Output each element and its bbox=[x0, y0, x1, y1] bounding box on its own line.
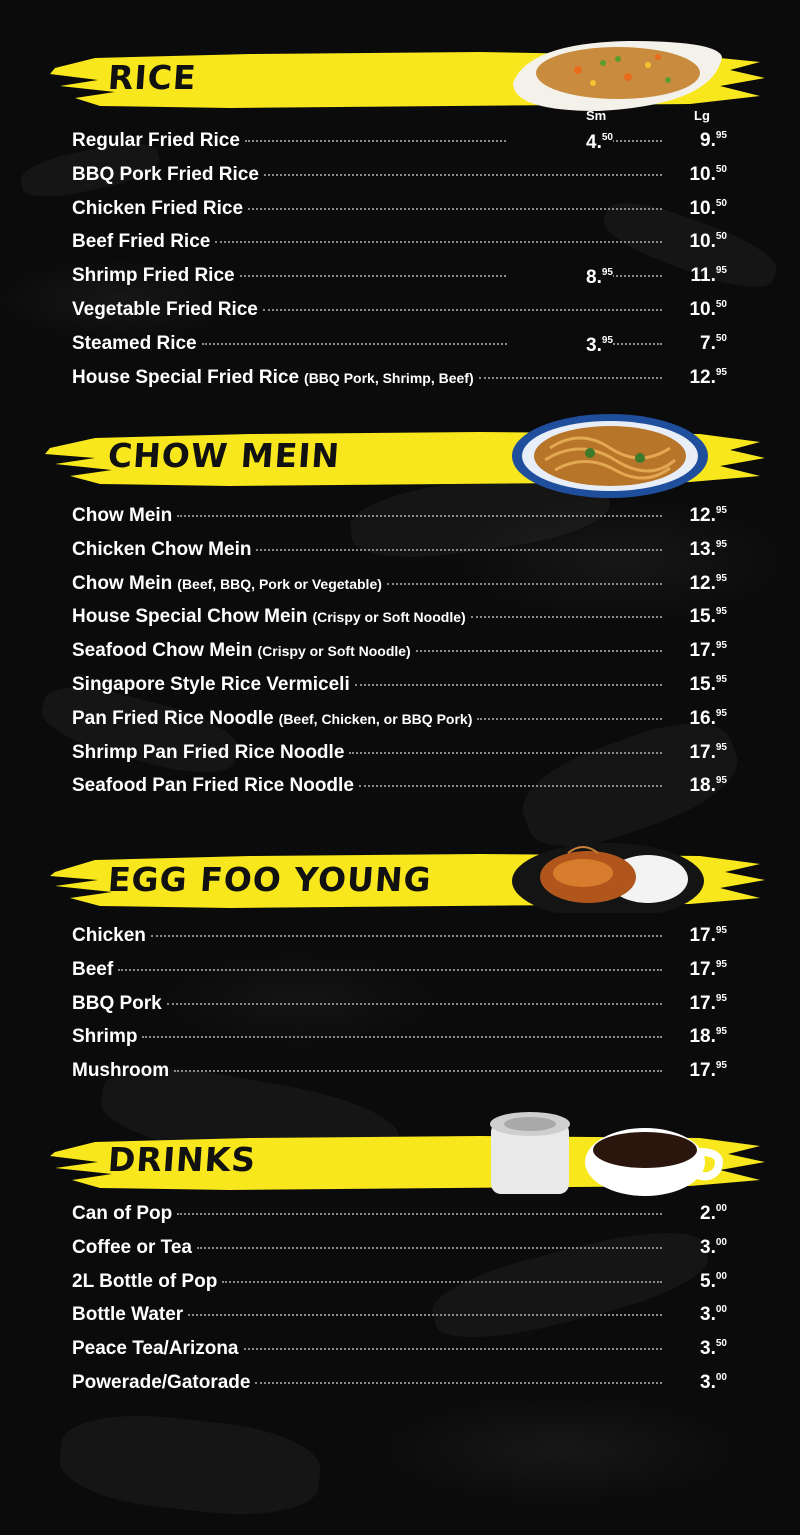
menu-item-name: Chow Mein bbox=[72, 572, 173, 594]
dot-leader bbox=[142, 1036, 662, 1038]
price-cents: 95 bbox=[715, 674, 727, 685]
menu-item-row bbox=[72, 742, 727, 772]
price-dollars: 10. bbox=[689, 197, 716, 219]
dot-leader bbox=[477, 718, 662, 720]
price-dollars: 4. bbox=[586, 132, 602, 153]
section-banner bbox=[0, 40, 800, 120]
menu-item-name: Bottle Water bbox=[72, 1304, 184, 1326]
menu-item-row bbox=[72, 1060, 727, 1090]
fried-rice-dish-image bbox=[508, 35, 728, 115]
price bbox=[667, 367, 727, 389]
price-cents: 95 bbox=[715, 958, 727, 970]
menu-item-row bbox=[72, 573, 727, 603]
menu-item-name: Seafood Chow Mein bbox=[72, 640, 253, 662]
price-cents: 50 bbox=[715, 197, 727, 209]
dot-leader bbox=[263, 309, 662, 311]
price bbox=[667, 164, 727, 186]
menu-item-note: (BBQ Pork, Shrimp, Beef) bbox=[304, 369, 474, 386]
price-cents: 00 bbox=[715, 1236, 727, 1248]
section-title: EGG FOO YOUNG bbox=[106, 860, 433, 899]
price-dollars: 9. bbox=[700, 130, 716, 151]
price-dollars: 10. bbox=[689, 163, 716, 185]
price bbox=[667, 1304, 727, 1326]
menu-item-name: Chicken Chow Mein bbox=[72, 538, 252, 560]
price bbox=[667, 333, 727, 355]
price-dollars: 8. bbox=[586, 267, 602, 289]
price-cents: 95 bbox=[715, 538, 727, 550]
price-dollars: 3. bbox=[700, 1372, 716, 1393]
menu-item-note: (Crispy or Soft Noodle) bbox=[312, 609, 466, 626]
menu-item-name: Can of Pop bbox=[72, 1203, 173, 1224]
price-dollars: 7. bbox=[700, 332, 716, 354]
price-dollars: 15. bbox=[689, 674, 716, 695]
price-cents: 00 bbox=[715, 1270, 727, 1282]
menu-item-row bbox=[72, 265, 727, 295]
dot-leader bbox=[215, 241, 662, 243]
price-cents: 95 bbox=[601, 267, 613, 279]
menu-item-row bbox=[72, 708, 727, 738]
menu-item-name: Pan Fried Rice Noodle bbox=[72, 707, 274, 729]
menu-item-row bbox=[72, 164, 727, 194]
dot-leader bbox=[471, 616, 662, 618]
menu-item-row bbox=[72, 1026, 727, 1056]
price-cents: 95 bbox=[715, 775, 727, 787]
price-dollars: 12. bbox=[689, 366, 716, 388]
dot-leader bbox=[359, 785, 662, 787]
price-cents: 95 bbox=[715, 606, 727, 618]
dot-leader bbox=[416, 650, 662, 652]
price-dollars: 13. bbox=[689, 538, 716, 560]
menu-item-name: Regular Fried Rice bbox=[72, 130, 240, 151]
price bbox=[667, 1203, 727, 1225]
dot-leader bbox=[222, 1281, 662, 1283]
price-dollars: 15. bbox=[689, 606, 716, 628]
price bbox=[667, 1271, 727, 1293]
price-dollars: 10. bbox=[689, 299, 716, 320]
price bbox=[667, 674, 727, 696]
column-header-small: Sm bbox=[586, 108, 607, 123]
price-cents: 50 bbox=[715, 332, 727, 344]
menu-item-name: Peace Tea/Arizona bbox=[72, 1338, 239, 1360]
dot-leader bbox=[244, 1348, 662, 1350]
price-small bbox=[508, 132, 613, 154]
dot-leader bbox=[174, 1070, 662, 1072]
dot-leader bbox=[264, 174, 662, 176]
menu-item-name: Shrimp bbox=[72, 1026, 138, 1048]
price bbox=[667, 640, 727, 662]
menu-item-row bbox=[72, 606, 727, 636]
menu-item-row bbox=[72, 640, 727, 670]
menu-item-row bbox=[72, 198, 727, 228]
menu-item-row bbox=[72, 1271, 727, 1301]
section-title: DRINKS bbox=[106, 1140, 258, 1179]
price-cents: 00 bbox=[715, 1372, 727, 1383]
price-dollars: 3. bbox=[700, 1338, 716, 1360]
menu-item-row bbox=[72, 1237, 727, 1267]
menu-item-note: (Beef, BBQ, Pork or Vegetable) bbox=[177, 575, 382, 592]
price bbox=[667, 1060, 727, 1082]
menu-item-name: Steamed Rice bbox=[72, 332, 197, 354]
price bbox=[667, 1372, 727, 1394]
price-cents: 95 bbox=[715, 707, 727, 719]
dot-leader bbox=[118, 969, 662, 971]
menu-item-row bbox=[72, 130, 727, 160]
section-banner bbox=[0, 1122, 800, 1202]
dot-leader bbox=[151, 935, 662, 937]
dot-leader bbox=[355, 684, 662, 686]
price bbox=[667, 231, 727, 253]
price-cents: 50 bbox=[715, 163, 727, 175]
dot-leader bbox=[167, 1003, 662, 1005]
dot-leader bbox=[248, 208, 662, 210]
price bbox=[667, 299, 727, 321]
menu-item-row bbox=[72, 505, 727, 535]
price-small bbox=[508, 267, 613, 289]
price-dollars: 17. bbox=[689, 925, 716, 946]
price-dollars: 17. bbox=[689, 958, 716, 980]
egg-foo-young-bowl-image bbox=[508, 833, 708, 913]
menu-item-name: Powerade/Gatorade bbox=[72, 1372, 251, 1393]
section-title: CHOW MEIN bbox=[106, 436, 342, 475]
menu-item-note: (Crispy or Soft Noodle) bbox=[257, 643, 411, 660]
menu-item-row bbox=[72, 925, 727, 955]
dot-leader bbox=[177, 515, 662, 517]
section-title: RICE bbox=[106, 58, 198, 97]
price-dollars: 17. bbox=[689, 1060, 716, 1082]
price bbox=[667, 130, 727, 152]
price-dollars: 16. bbox=[689, 707, 716, 729]
menu-item-name: Chow Mein bbox=[72, 505, 173, 526]
dot-leader bbox=[188, 1314, 662, 1316]
price-cents: 95 bbox=[715, 925, 727, 936]
dot-leader bbox=[255, 1382, 662, 1384]
menu-item-name: Chicken Fried Rice bbox=[72, 197, 244, 219]
price-dollars: 17. bbox=[689, 741, 716, 763]
price-cents: 95 bbox=[715, 572, 727, 584]
price-dollars: 17. bbox=[689, 992, 716, 1014]
price-dollars: 3. bbox=[586, 334, 602, 356]
price-dollars: 10. bbox=[689, 231, 716, 253]
menu-item-name: Beef bbox=[72, 958, 114, 980]
menu-item-name: BBQ Pork bbox=[72, 992, 162, 1014]
menu-item-row bbox=[72, 1304, 727, 1334]
price-dollars: 3. bbox=[700, 1304, 716, 1326]
menu-item-row bbox=[72, 367, 727, 397]
price-cents: 95 bbox=[715, 741, 727, 753]
menu-item-row bbox=[72, 775, 727, 805]
dot-leader bbox=[349, 752, 662, 754]
price-cents: 95 bbox=[715, 366, 727, 378]
price-cents: 95 bbox=[715, 640, 727, 652]
menu-item-name: Shrimp Fried Rice bbox=[72, 265, 235, 287]
price bbox=[667, 742, 727, 764]
price bbox=[667, 775, 727, 797]
price-cents: 95 bbox=[715, 992, 727, 1004]
price-cents: 95 bbox=[715, 1026, 727, 1038]
menu-item-name: BBQ Pork Fried Rice bbox=[72, 163, 259, 185]
price bbox=[667, 959, 727, 981]
menu-item-row bbox=[72, 539, 727, 569]
price-dollars: 5. bbox=[700, 1270, 716, 1292]
dot-leader bbox=[479, 377, 662, 379]
price bbox=[667, 708, 727, 730]
menu-item-name: House Special Chow Mein bbox=[72, 606, 308, 628]
menu-item-row bbox=[72, 993, 727, 1023]
dot-leader bbox=[387, 583, 662, 585]
price bbox=[667, 198, 727, 220]
price-dollars: 12. bbox=[689, 572, 716, 594]
menu-item-row bbox=[72, 231, 727, 261]
price bbox=[667, 1338, 727, 1360]
menu-item-name: 2L Bottle of Pop bbox=[72, 1270, 218, 1292]
price-cents: 50 bbox=[715, 299, 727, 310]
menu-item-name: Shrimp Pan Fried Rice Noodle bbox=[72, 741, 345, 763]
price bbox=[667, 1237, 727, 1259]
price-dollars: 3. bbox=[700, 1236, 716, 1258]
menu-item-row bbox=[72, 1338, 727, 1368]
price-cents: 95 bbox=[715, 505, 727, 516]
menu-item-row bbox=[72, 333, 727, 363]
price bbox=[667, 265, 727, 287]
price-cents: 00 bbox=[715, 1304, 727, 1316]
price-cents: 50 bbox=[715, 231, 727, 243]
section-banner bbox=[0, 838, 800, 918]
price bbox=[667, 1026, 727, 1048]
price-cents: 50 bbox=[601, 132, 613, 143]
menu-item-name: House Special Fried Rice bbox=[72, 366, 300, 388]
price bbox=[667, 925, 727, 947]
price-cents: 95 bbox=[715, 1060, 727, 1072]
menu-item-name: Mushroom bbox=[72, 1060, 170, 1082]
price-dollars: 11. bbox=[690, 265, 716, 287]
menu-item-row bbox=[72, 1203, 727, 1233]
column-header-large: Lg bbox=[694, 108, 710, 123]
menu-item-name: Chicken bbox=[72, 925, 146, 946]
menu-item-name: Singapore Style Rice Vermiceli bbox=[72, 674, 350, 695]
dot-leader bbox=[177, 1213, 662, 1215]
menu-item-row bbox=[72, 1372, 727, 1402]
menu-item-name: Seafood Pan Fried Rice Noodle bbox=[72, 775, 354, 797]
menu-item-name: Coffee or Tea bbox=[72, 1236, 193, 1258]
menu-item-name: Beef Fried Rice bbox=[72, 231, 211, 253]
price-dollars: 18. bbox=[689, 1026, 716, 1048]
price-dollars: 12. bbox=[689, 505, 716, 526]
price-cents: 95 bbox=[715, 265, 727, 277]
dot-leader bbox=[256, 549, 662, 551]
price bbox=[667, 993, 727, 1015]
price-cents: 50 bbox=[715, 1338, 727, 1350]
price-cents: 00 bbox=[715, 1203, 727, 1214]
price-cents: 95 bbox=[715, 130, 727, 141]
dot-leader bbox=[197, 1247, 662, 1249]
menu-item-name: Vegetable Fried Rice bbox=[72, 299, 258, 320]
chow-mein-bowl-image bbox=[510, 408, 710, 498]
price-small bbox=[508, 335, 613, 357]
section-banner bbox=[0, 418, 800, 498]
menu-item-row bbox=[72, 959, 727, 989]
menu-item-note: (Beef, Chicken, or BBQ Pork) bbox=[278, 710, 473, 727]
price-cents: 95 bbox=[601, 334, 613, 346]
price-dollars: 2. bbox=[700, 1203, 716, 1224]
pop-can-and-coffee-image bbox=[485, 1110, 725, 1200]
price bbox=[667, 606, 727, 628]
menu-item-row bbox=[72, 674, 727, 704]
price-dollars: 18. bbox=[689, 775, 716, 797]
price bbox=[667, 573, 727, 595]
price-dollars: 17. bbox=[689, 640, 716, 662]
price bbox=[667, 539, 727, 561]
menu-item-row bbox=[72, 299, 727, 329]
price bbox=[667, 505, 727, 527]
